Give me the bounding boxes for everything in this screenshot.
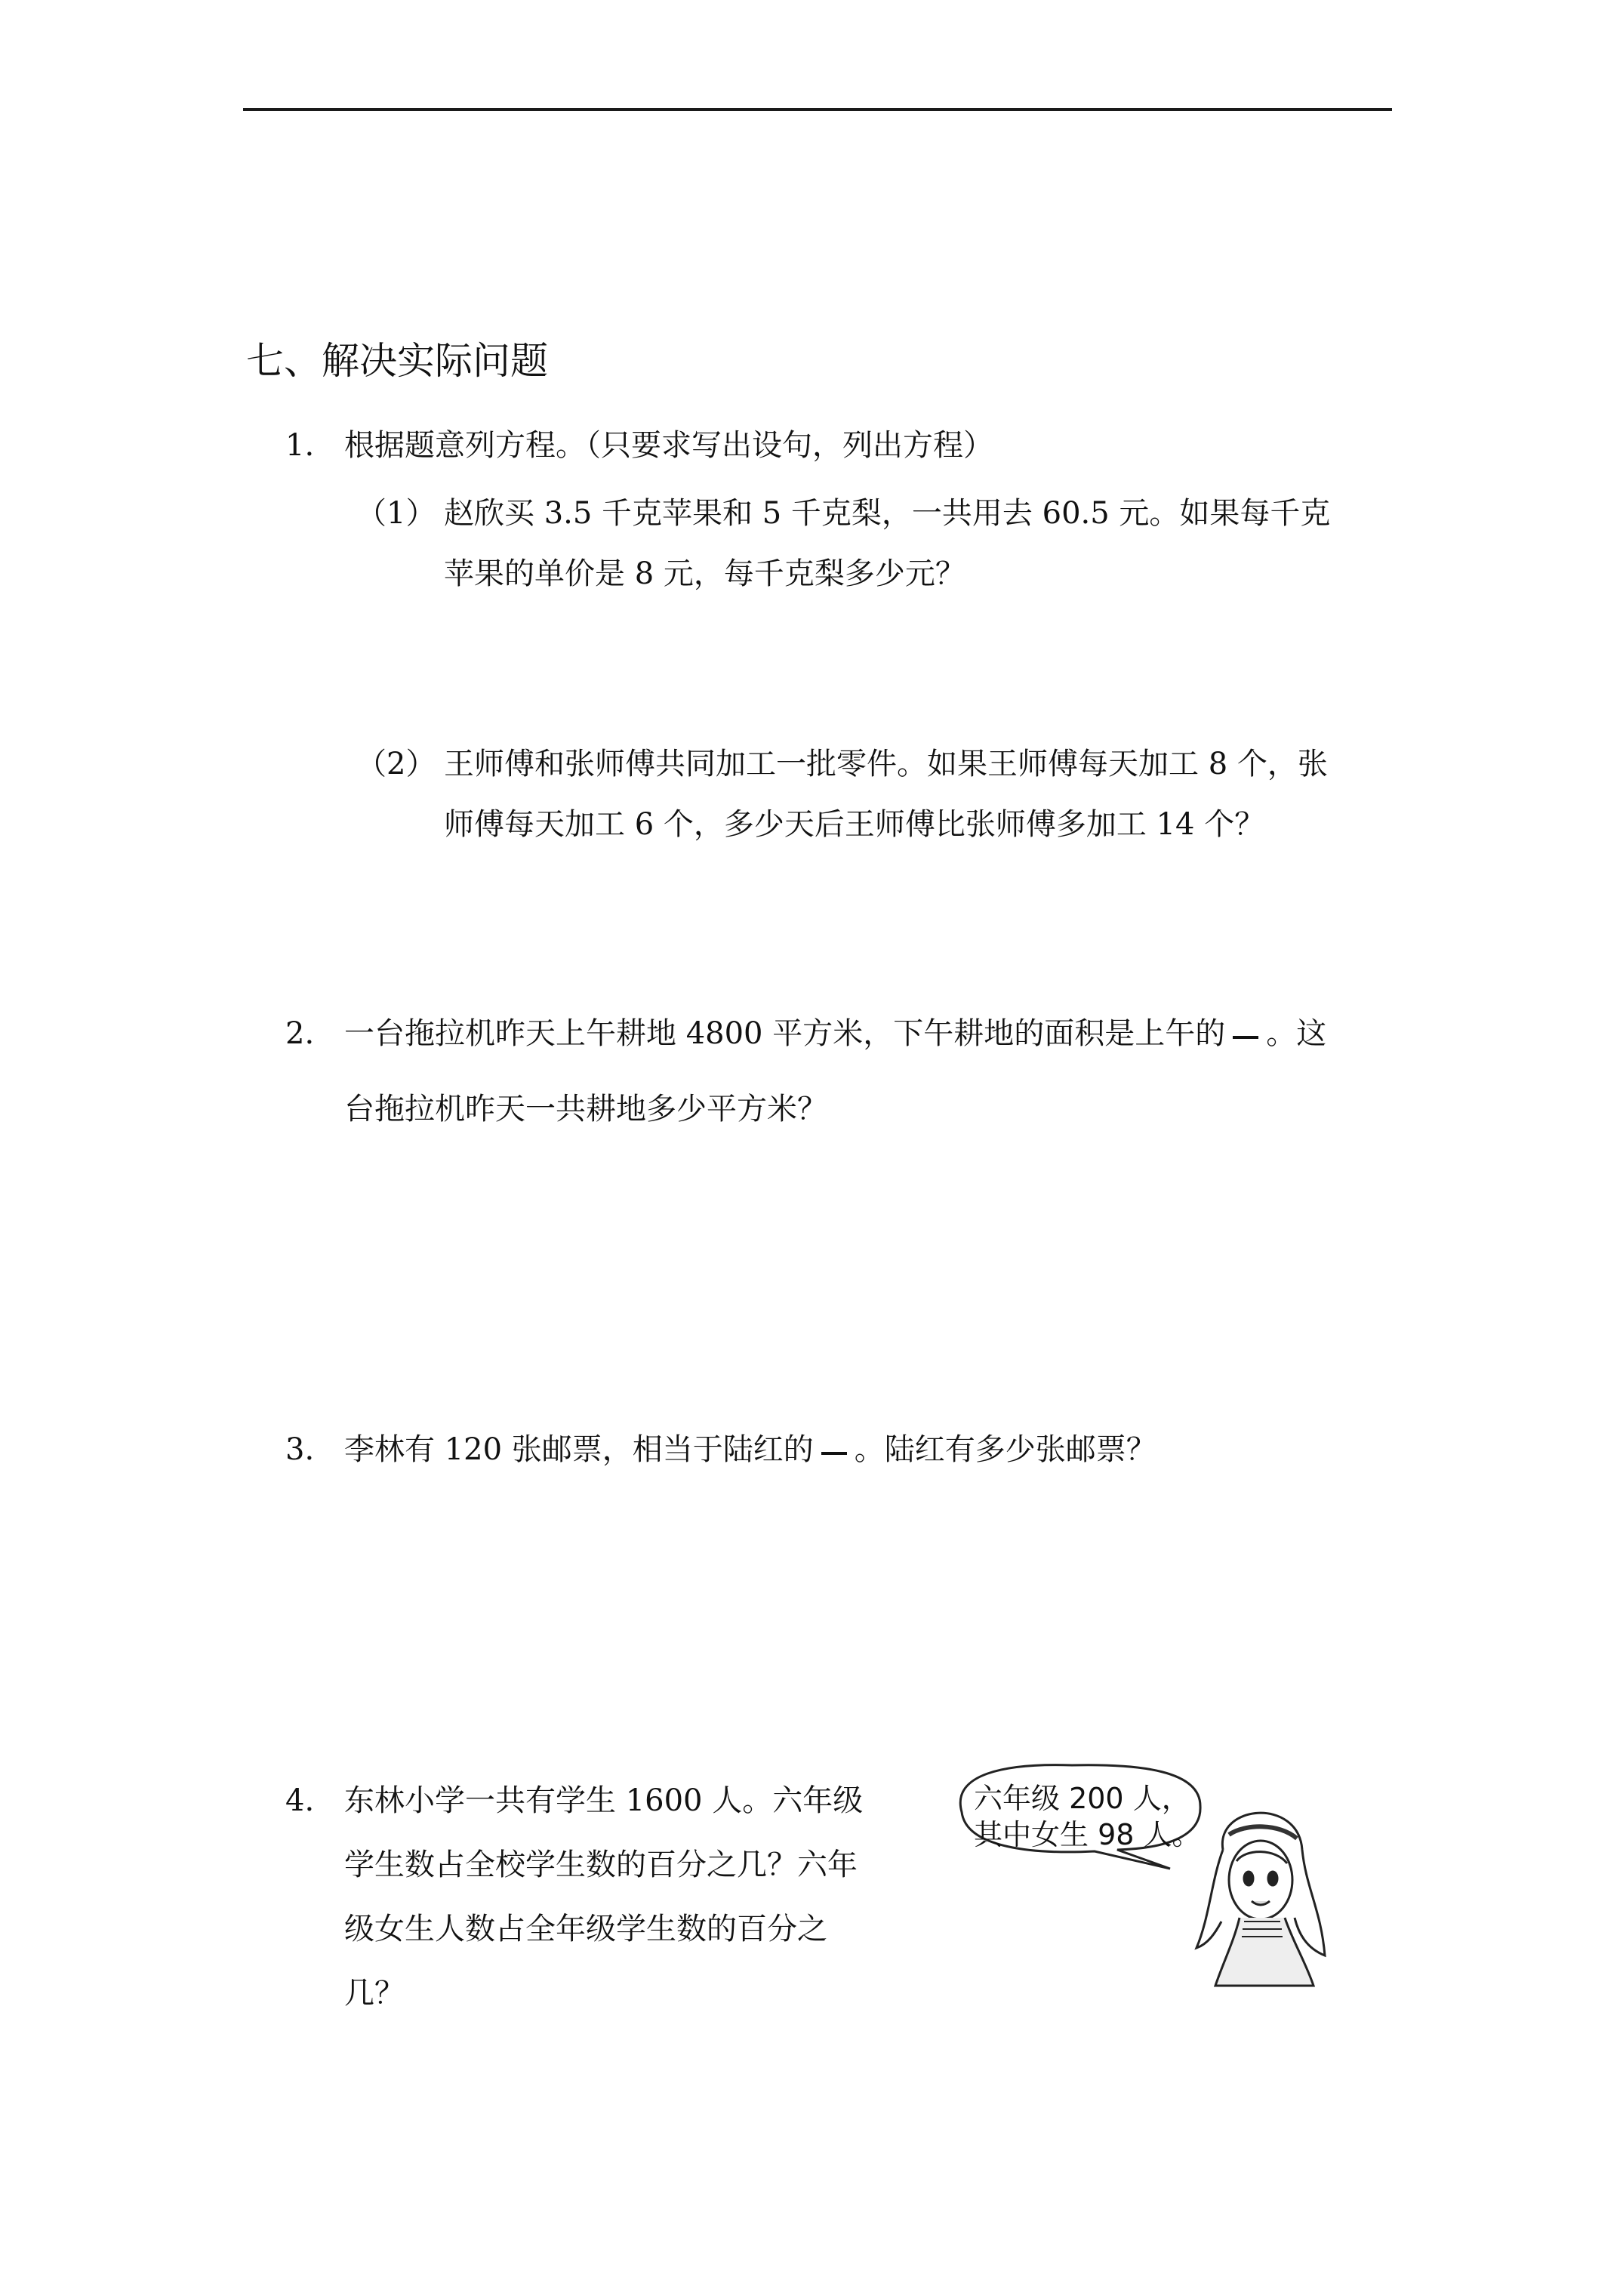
- q2-line1: [344, 1015, 1326, 1052]
- q2-line1-text: 一台拖拉机昨天上午耕地 4800 平方米，下午耕地的面积是上午的: [344, 1016, 1226, 1051]
- q2-line1-tail: 。这: [1266, 1016, 1327, 1051]
- header-rule: [243, 108, 1392, 111]
- speech-bubble-line1: 六年级 200 人，: [974, 1782, 1190, 1815]
- q2-number: 2.: [285, 1016, 315, 1051]
- q1-prompt: 根据题意列方程。（只要求写出设句，列出方程）: [344, 428, 993, 463]
- speech-bubble-line2: 其中女生 98 人。: [974, 1818, 1201, 1851]
- q1-sub1-line1: 赵欣买 3.5 千克苹果和 5 千克梨，一共用去 60.5 元。如果每千克: [444, 496, 1331, 531]
- q1-sub2-line1: 王师傅和张师傅共同加工一批零件。如果王师傅每天加工 8 个，张: [444, 747, 1328, 781]
- q3-number: 3.: [285, 1432, 315, 1467]
- q1-sub2-line2: 师傅每天加工 6 个，多少天后王师傅比张师傅多加工 14 个？: [444, 807, 1265, 842]
- q3-line1: [344, 1431, 1156, 1469]
- q2-line2: 台拖拉机昨天一共耕地多少平方米？: [344, 1092, 827, 1126]
- girl-icon: [1196, 1813, 1325, 1986]
- fraction-bar: [821, 1452, 847, 1455]
- q1-sub1-number: （1）: [356, 496, 436, 531]
- q1-sub1-line2: 苹果的单价是 8 元，每千克梨多少元？: [444, 556, 965, 591]
- q4-line3: 级女生人数占全年级学生数的百分之: [344, 1912, 827, 1946]
- q1-sub2-number: （2）: [356, 747, 436, 781]
- fraction-bar: [1233, 1036, 1258, 1039]
- q4-line2: 学生数占全校学生数的百分之几？六年: [344, 1848, 858, 1882]
- q4-line4: 几？: [344, 1976, 405, 2011]
- q1-number: 1.: [285, 428, 315, 463]
- q3-line1-text: 李林有 120 张邮票，相当于陆红的: [344, 1432, 814, 1467]
- q3-line1-tail: 。陆红有多少张邮票？: [854, 1432, 1156, 1467]
- q4-line1: 东林小学一共有学生 1600 人。六年级: [344, 1783, 864, 1818]
- section-title: 七、解决实际问题: [246, 339, 548, 383]
- q4-number: 4.: [285, 1783, 315, 1818]
